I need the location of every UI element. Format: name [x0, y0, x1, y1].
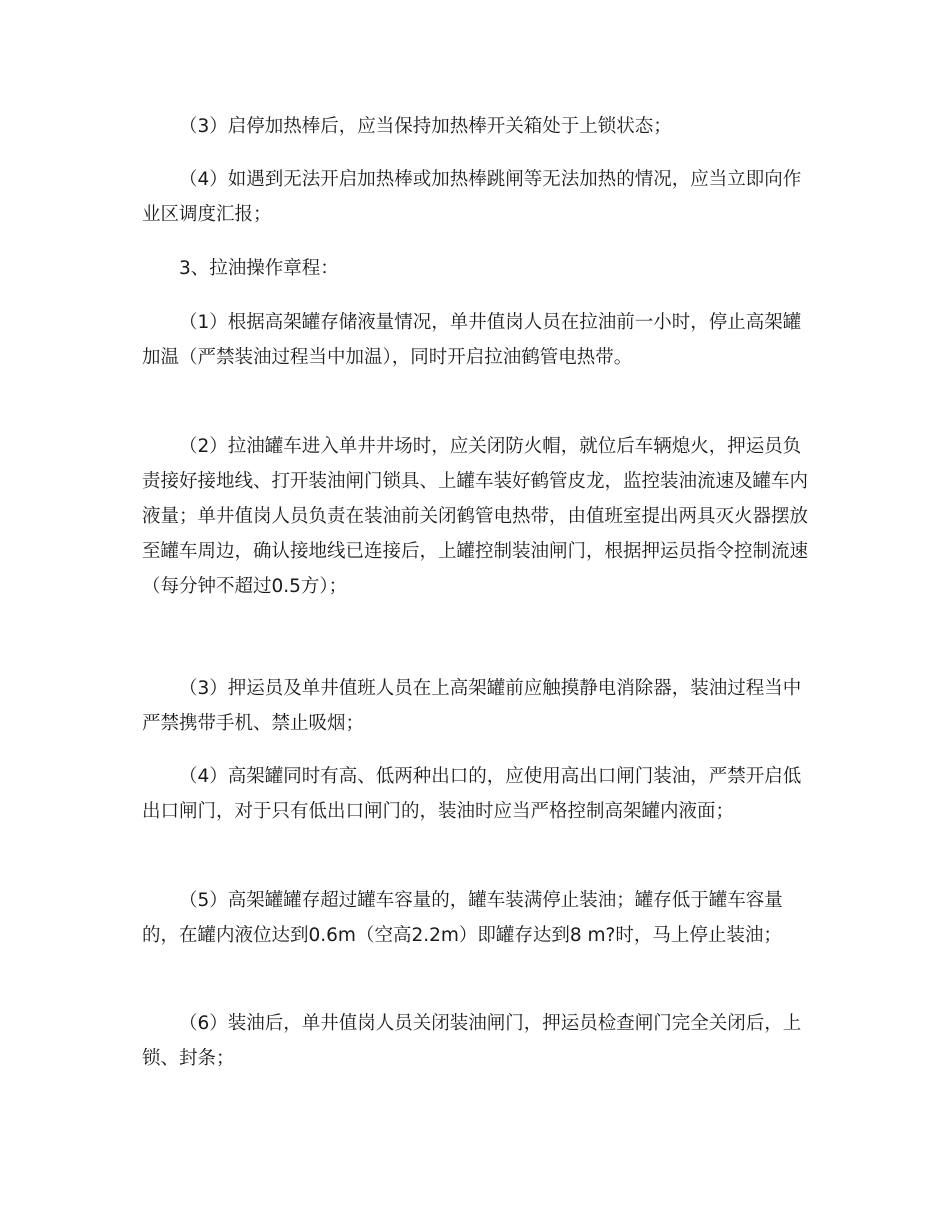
- section-heading-oil-loading: 3、拉油操作章程：: [179, 258, 339, 279]
- paragraph-stop-heating: （1）根据高架罐存储液量情况，单井值岗人员在拉油前一小时，停止高架罐加温（严禁装油过程当中加温），同时开启拉油鹤管电热带。: [142, 312, 802, 368]
- paragraph-heater-failure-report: （4）如遇到无法开启加热棒或加热棒跳闸等无法加热的情况，应当立即向作业区调度汇报；: [142, 169, 802, 225]
- paragraph-outlet-valve: （4）高架罐同时有高、低两种出口的，应使用高出口闸门装油，严禁开启低出口闸门，对于只有低出口闸门的，装油时应当严格控制高架罐内液面；: [142, 766, 802, 822]
- paragraph-heater-lock: （3）启停加热棒后，应当保持加热棒开关箱处于上锁状态；: [179, 116, 672, 137]
- paragraph-close-valve: （6）装油后，单井值岗人员关闭装油闸门，押运员检查闸门完全关闭后，上锁、封条；: [142, 1013, 802, 1069]
- paragraph-static-discharge: （3）押运员及单井值班人员在上高架罐前应触摸静电消除器，装油过程当中严禁携带手机、禁止吸烟；: [142, 678, 802, 734]
- paragraph-tanker-arrival: （2）拉油罐车进入单井井场时，应关闭防火帽，就位后车辆熄火，押运员负责接好接地线、打开装油闸门锁具、上罐车装好鹤管皮龙，监控装油流速及罐车内液量；单井值岗人员负责在装油前关闭鹤管电热带，由值班室提出两具灭火器摆放至罐车周边，确认接地线已连接后，上罐控制装油闸门，根据押运员指令控制流速（每分钟不超过0.5方）；: [142, 436, 809, 597]
- paragraph-tank-capacity: （5）高架罐罐存超过罐车容量的，罐车装满停止装油；罐存低于罐车容量的，在罐内液位达到0.6m（空高2.2m）即罐存达到8 m?时，马上停止装油；: [142, 890, 783, 946]
